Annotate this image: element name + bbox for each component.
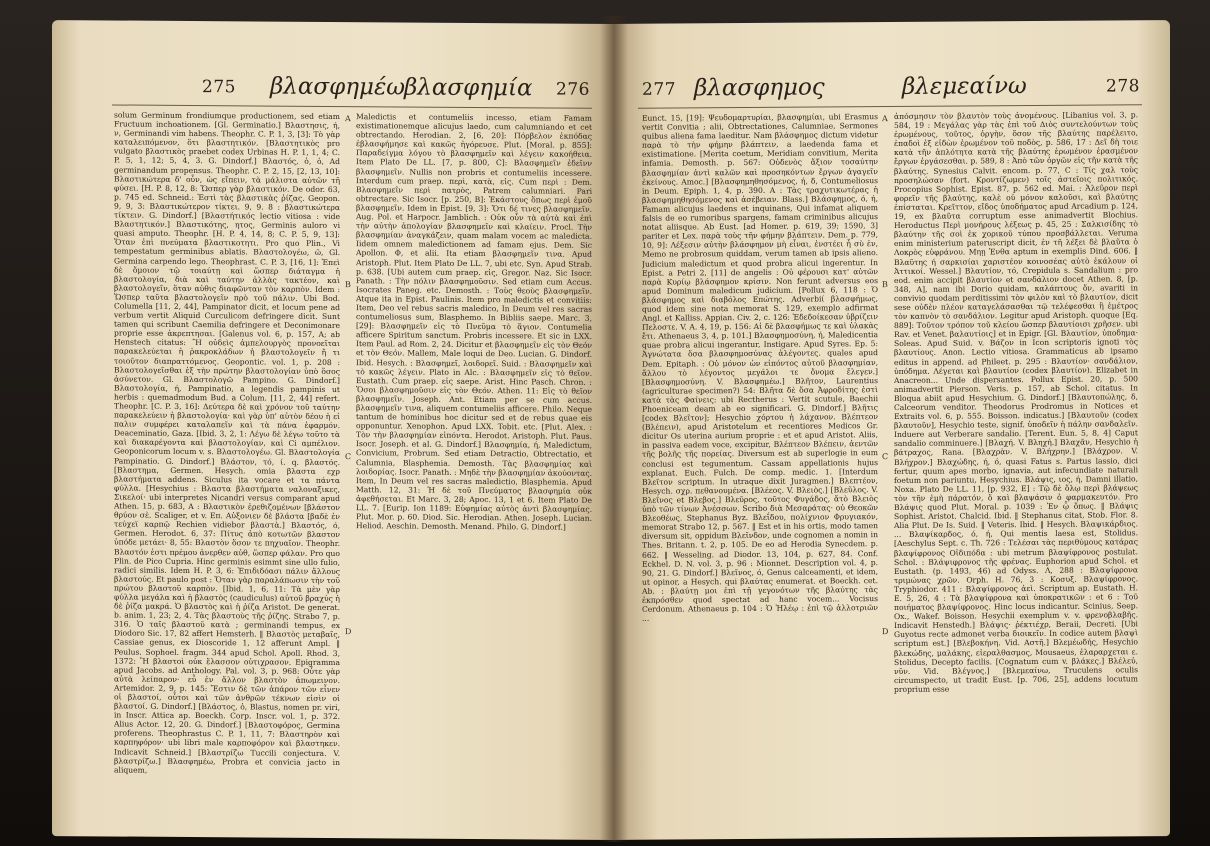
left-page-number-b: 276 <box>556 79 590 100</box>
right-page-headword-b: βλεμεαίνω <box>902 73 1027 100</box>
right-page-headword-a: βλασφημος <box>694 74 825 102</box>
column-marker-c: C <box>345 452 352 462</box>
column-marker-d: D <box>345 627 352 637</box>
right-page-column-1: Eunct. 15, [19]: Ψευδομαρτυρίαι, βλασφημίαι, ubi Erasmus vertit Convitia ; alii, Obtrectationes, Calumniae, Sermones quibus aliena fama laeditur. Nam βλάσφημος dictum videtur παρὰ τὸ τὴν φήμην βλάπτειν, a laedenda fama et existimatione. [Merita coetum, Meridiam convitium, Merita infamia. Demosth. p. 567: Οὐδενὸς ἄξιον τοσαύτην βλασφημίαν ἀντὶ καλῶν καὶ προσηκόντων ἔργων ἀγαγεῖν ἐκείνους. Amoc.] [Βλασφημηθησόμενος, ή, δ, Contumeliosus in Deum. Epiph. 1, 4, p. 390. A : Τὰς τραχυτικωτέρας ἡ βλασφημηθησόμενος καὶ ἀσέβειαν. Blass.] Βλάσφημος, ό, ή, Famam alicujus laedens et inquinans, Qui infamat aliquem falsis de eo rumoribus spargens, famam criminibus alicujus notat aliisque. Ab Eust. [ad Homer. p. 619, 39; 1590, 3] pariter et Lex. παρὰ τοὺς τῆν φήμην βλάπτειν. Dem. p. 779, 10, 9]: Λέξεσιν αὐτὴν βλάσφημον μὴ εἶναι, ἐνστέει ἦ σὺ ἐν, Memo ne probrosum quiddam, verum tamen ab ipsis alieno. Judicium maledictum et quod probra alicui ingerentur. In Epist. a Petri 2, [11] de angelis : Οὐ φέρουσι κατ' αὐτῶν παρὰ Κυρίῳ βλάσφημον κρίσιν. Non ferunt adversus eos apud Dominum maledicum judicium. [Pollux 6, 118 : Ὁ βλάσφημος καὶ διαβόλος Επώτης. Adverbiί βλασφήμως, quod idem sine nota memorat S. 129, exemplo adfirmat Angl. et Kalliss. Appian. Civ. 2, c. 126: Ἐδεδοίκεσαν ὑβρίζειν Πελοστε. V. A. 4, 19, p. 156: Αἱ δὲ βλασφήμως τε καὶ ὑλακὰς ἔτι. Athenaeus 3, 4, p. 101.] Βλασφημοσύνη, ή, Maledicentia quae probra alicui ingerantur, Instigare. Apud Syres. Ep. 5: Ἀγνώτατα ὅσα βλασφημοσύνας ἀλέγοντες. quales apud Dem. Epitaph. : Οὐ μόνον ὡν εἰπόντος αὐτοῦ βλασφημίαν, ἄλλου τὸ λέγοντος μεγάλοι τε ὄνομα ἔλεγεν.] [Βλασφημοσύνη. V. Βλασφημέω.] Βλῆτον, Laurentius (agriculturae specimen?) 54: Βλῆτα δὲ ὅσα Ἀφροδίτης ἐστὶ κατὰ τὰς Φαίνεις: ubi Rectherus : Vertit scutule, Baechii Phoeniceam deam ab eo significari. G. Dindorf.] Βλῆτις [codex Βλεῖτον]; Hesychio χόρτου ἡ λάχανον. Βλέπτεον (Βλέπειν), apud Aristotelum et recentiores Medicos Gr. dicitur Os uterina aurium proprie : et et apud Aristot. Aliis, in passiva eadem voce, excipitur, Βλέπτεον Βλέπειν, ἀεντῶν τῆς βολῆς τῆς πορείας. Diversum est ab superlogie in eum conclusi est tegumentum. Cassam appellationis hujus explanat. Euch. Fulch. De comp. medic. 1. [Interdum Βλεῖτον scriptum. In utraque dixit Juragmen.] Βλεπτέον, Hesych. σχρ. πεθανουμένα. [Βλέεος. V. Βλειὸς.] [Βλεῦλος. V. Βλεῖνος et Βλεβος.] Βλεῦρος, τοῦτος Φυγάδος, ἄτὸ Βλειὸς ὑπὸ τῶν τίνων Ἀνέσσων. Scribo διὰ Μεσαράτας· οὐ Θεοκῶν Βλεοθέως. Stephanus Byz. Βλεΐδου, πολίχνιον Φρυγιακόν, memorat Strabo 12, p. 567. ‖ Est et in his ortis, modo tamen diversum sit, oppidum Βλεῖνδον, unde cognomen a nomin in Thes. Britann. t. 2, p. 105. De eo ad Herodia Synecdem. p. 662. ‖ Wesseling. ad Diodor. 13, 104, p. 627, 84. Conf. Eckhel. D. N. vol. 3, p. 96 : Mionnet. Description vol. 4, p. 90, 21. G. Dindorf.] Βλεῖνος, ό, Genus calceamenti, et idem, ut opinor, a Hesych. qui βλαύτας enumerat. et Boeckh. cet. Ab. : βλαύτῃ μοι ἐπὶ τῇ γεγονότων τῆς βλαύτης τὰς ἐκπρόσθεν quod spectat ad hanc vocem... Vocisus Cerdonum. Athenaeus p. 104 : Ὁ Ἠλέῳ : ἐπὶ τῷ ἀλλοτριῶν ... <box>642 112 878 623</box>
left-page <box>52 20 614 840</box>
right-column-marker-c: C <box>882 452 889 462</box>
right-page-number-b: 278 <box>1106 76 1140 97</box>
book-gutter <box>600 16 628 842</box>
right-column-marker-b: B <box>882 280 888 290</box>
right-page-number-a: 277 <box>642 79 676 100</box>
right-column-marker-a: A <box>882 114 888 124</box>
left-page-column-1: solum Germinum frondiumque productionem, sed etiam Fructuum inchoationem. [Gl. Germinatio.] Βλαστησις, ή, ν, Germinandi vim habens. Theophr. C. P. 1, 3, [3]: Τὸ γὰρ καταλειπόμενον, ὅτι βλαστητικόν. [Βλαστητικὸς pro vulgato βλαστικὸς praebet codex Urbinas H. P. 1, 1, 4; C. P. 5, 1, 12; 5, 4, 3. G. Dindorf.] Βλαστός, ὁ, ὁ, Ad germinandum propensus. Theophr. C. P. 2, 15, [2, 13, 10]: Βλαστικώτερα δ' οὖν, ὡς εἴπειν, τὰ μάλιστα αὐτῶν τῆ φύσει. [H. P. 8, 12, 8: Ὥσπερ γὰρ βλαστικόν. De odor. 63, p. 745 ed. Schneid.: Ἐστὶ τὰς βλαστικὰς ῥίζας. Geopon. 9, 9, 3: Βλαστικώτερον τίκτει. 9, 9. 8 : βλαστικώτερα τίκτειν. G. Dindorf.] [Βλαστήτικός lectio vitiosa : vide Βλαστητικόν.] Βλαστικότης, ητος, Germinis auloro vi quasi amputo. Theophr. [H. P. 4, 14, 8; C. P. 5, 9, 13]: Ὅταν ἐπὶ πνεύματα βλαστικοτητι. Pro quo Plin., Vi tempestatum germinibus ablatis. Βλαστολογέω, ῶ, Gl. Germina carpendo lego. Theophrast. C. P. 3, [16, 1]: Ἐπεὶ δὲ ὅμοιον τῷ τοιαύτῃ καὶ ὥσπερ διάταγμα ἡ βλαστολογία, διὰ καὶ ταύτην ἀλλὰς τακτέον, καὶ βλαστολογεῖν, ὅταν αὐθις διαφῶνταν τὸν καρπὸν. Idem : Ὥσπερ ταῦτα βλαστολογεῖν πρὸ τοῦ πάλιν. Ubi Bod. Columella [11, 2, 44], Pampinator dicit, et locum pene ad verbum vertit Aliquid Curculicom defringere dicit. Sunt tamen qui scribunt Caemilia defringere et Deconimonare proprie esse ἀκρεπτησαι. [Galenus vol. 6, p. 157, A; ab Henstech citatus: Ἢ οὐδεὶς ἀμπελουργὸς προνοεῖται παρακελεύεται ἡ ῥακροκλάδων ἡ βλαστολογεῖν ἤ τι τοιοῦτον διαπραττόμενος. Geopontic. vol. 1, p. 208 : Βλαστολογεῖσθαι ἐξ τὴν πρώτην βλαστολογίαν ὑπὸ ὅσος ἀσύνετον. Gl. Βλαστολογῶ Pampino. G. Dindorf.] Βλαστολογία, ή, Pampinatio, a legendis pampinis ut herbis : quemadmodum Bud. a Colum. [11, 2, 44] refert. Theophr. [C. P. 3, 16]: Δεύτερα δὲ καὶ χρόνον τοῦ ταύτην παρακελεύειν ἡ βλαστολογία· καὶ γὰρ ὑπ' αὐτὸν δέου ἡ εἰ παλιν συμφέρει καταλαπεῖν καὶ τὰ πάνα ἐφαρμόν. Deaceminatio, Gaza. [Ibid. 3, 2, 1: Λέγω δὲ λέγω τοῦτο τὰ καὶ διακαρέγοντα καὶ βλαστολογίαν, καὶ Ci αμπέλιον. Geoponicorum locum v. s. Βλαστολογέω. Gl. Βλαστολογία Pampinatio. G. Dindorf.] Βλάστον, τό, ί. q. βλαστός. [Βλαστημα, Germen. Hesych. omia βλαστα εχρ βλαστήματα addens. Siculus ita vocare et τα πάντα φύλλα. [Hesychius : Βλαστα βλαστήματα ναλοναξικες, Σικελοί· ubi interpretes Nicandri versus comparant apud Athen. 15, p. 683, A : Βλαστικὸν ἐρεθιζομένων [βλάστον θρύον σὲ. Scaliger, et v. Επ. Αὐξονιεν δὲ βλάστα [βαδὲ ἐν τεύχεϊ καρπῷ Rechien vidiebor βλαστὰ.] Βλαστός, ό, Germen. Herodot. 6, 37: Πίτυς ἀπὸ κοτωτῶν βλαστον ὑπόδε μετάει· 8, 55: Βλαστὸν ὅσον τε πηχυαῖον. Theophr. Βλαστόν ἐστι πρέμου ἀνερθεν αὐθ, ὥσπερ φάλαν. Pro quo Plin. de Pico Cupria. Hinc germinis esimmt sine ullo fulio, radici similis. Idem H. P. 3, 6: Ἐπιδιδόασι πάλιν ἄλλους βλαστούς. Et paulo post : Ὅταν γὰρ παραλάπωσιν τὴν τοῦ πρώτου βλαστοῦ καρπὸν. [Ibid. 1, 6, 11: Τὰ μὲν γὰρ φύλλα μεγάλα καὶ ἡ βλαστὸς (caudiculus) αὐτοῦ βραχύς ἡ δὲ ῥίζα μακρά. Ὁ βλαστὸς καὶ ἡ ῥίζα Aristot. De generat. b. anim. 1, 23; 2, 4. Τὰς βλαστοὺς τῆς ῥίζης. Strabo 7, p. 316. Ὁ ταῖς βλαστοῦ κατὰ ; germinandi tempus, ex Diodoro Sic. 17, 82 affert Hemsterh. ‖ Βλαστὸς μεταβαῖς, Cassiae genus, ex Dioscoride 1, 12 afferunt Ampl. ‖ Peulus. Sophoel. fragm. 344 apud Schol. Apoll. Rhod. 3, 1372: Ἢ βλαστοὶ οὐκ ἔλασσον οὐτιχρασον. Epigramma apud Jacobs. ad Anthology. Pal. vol. 3, p. 968: Οὖτε γὰρ αὐτὰ λείπαρον· εὖ ἐν ἄλλον βλαστὸν ἀπωμεινον. Artemidor. 2, 9, p. 145: Ἔστιν δὲ τῶν ἀπάρον τῶν εἶνεν οἱ βλαστοί, οὗτοι καὶ τῶν ἀνθρῶν τέκνων εἰσὶν οἱ βλαστοί. G. Dindorf.] [Βλάστος, ὁ, Blastus, nomen pr. viri, in Inscr. Attica ap. Boeckh. Corp. Inscr. vol. 1, p. 372. Alius Actor. 12, 20. G. Dindorf.] [Βλαστοφόρος, Germina proferens. Theophrastus C. P. 1, 11, 7: Βλαστηρὸν καὶ καρπηφόρον· ubi libri male καρποφόρον καὶ βλαστηκεν. Indicavit Schneid.] [Βλαστρίζω Tuccili conjectura. V. βλαστρίζω.] Βλασφημέω, Probra et convicia jacto in aliquem, <box>114 110 340 775</box>
right-page-column-2: ἀπόσμησιν τὸν βλαυτὸν τοὺς ἀνομένους. [Libanius vol. 3, p. 584, 19 : Μεγάλας γὰρ τὰς ἐπὶ τοῦ Διὸς συντελούντων τοὺς ἐρωμένους, τοῦτος, ὀργὴν, ὅσον τῆς βλαύτης παρέλειτο, ἐπαδοὶ ἐξ εἰδὼν ἐρωμένον τοῦ ποδὸς, p. 586, 17 : Δεῖ δὴ τοιε κατὰ τῆν ἀπλότητα κατὰ τῆς βλαύτης ἐρωμένον ἐρασμένον ἔργων ἐργάσεσθαι. p. 589, 8 : Ἀπὸ τῶν ὀργῶν εἰς τῆν κατὰ τῆς βλαύτης. Synesius Calvit. encom. p. 77, C : Τίς χαλ τοὺς προσηλώσαν (fort. Κροντίζωμεν) τοῖς ἀστεῖοις πολιτικός. Procopius Sophist. Epist. 87, p. 562 ed. Mai. : Ἀλεῦρον περὶ φορεῖν τῆς βλαύτης, καλὲ οὐ μόνον καλοῦσι, καὶ βλαύτης ἐπίσταται. Κρεῖττον, εἴδος ὑποδήματος apud Arcadium p. 124, 19, ex βλαῦτα corruptum esse animadvertit Blochius. Heroductus Περὶ μονήρους λέξεως p. 45, 25 : Σαλκισίδης τὸ βλαύτην τῆς σοὶ ἐκ χορικοῦ τύπου προσβάλλεται. Veruma enim ministerium pateruscript dicit, ἐν τῆ λέξει δὲ βλαῦτα ὁ Λοκρὸς εὐφράνου. Μηῃ Ἐνθα aptum in exemplis Dind. 606. ‖ Βλαῦτης ή σαρκισίαι χαριστέον κοινοσέας αὐτὸ ἐκάλουν οἱ Ἀττικοί. Wessel.] Βλαυτίον, τό, Crepidula s. Sandalium : pro eod. enim accipit βλαυτίον et σανδάλιον docet Athen. 8, [p. 348, A], nam ibi Dorio quidam, καλάπτους ὄν, avariti in convivio quodam perditissimi τὸν φιλὸν καὶ τὸ βλαυτίον, dicit sese οὐδὲν πλέον καταγελάσασθαι τῷ τελέφεσθαι ἢ ἐμέτρος τὸν καπνὸν τὸ σανδάλιον. Legitur apud Aristoph. quoque [Eq. 889]: Τοῦτον τρόπον τοῦ κλείου ὥσπερ βλαυτίοισι χρῆσεν. ubi Rav. et Venet. βαλαυτίοις] et in Epigr. [Gl. Βλαυτίον, ὑποδημα· Soleas. Apud Suid. v. Βάζον in Icon scriptoris ignoti τὸς βλαυτίους. Anon. Lectio vitiosa. Grammaticus ab ipsamo editus in append. ad Phileet. p. 295 : Βλαυτίον· σανδάλιον, ὑπόδημα. Λέγεται καὶ βλαυτίον (codex βλαυτίον). Elizabet in Anacreon... Unde dispersantes. Pollux Epist. 20, p. 500 animadvertit Pierson. Veris. p. 157, ab Schol. citatus. In Bloqua abiit apud Hesychium. G. Dindorf.] [Βλαυτοπώλης, δ, Calceorum venditor. Theodorus Prodromus in Notices et Extraits vol. 6, p. 555. Boisson. indicatus.] [Βλαυτοῦν (codex βλαυτοῦν], Hesychio teste, signif. ὑποδεῖν ἡ πάλην σανδαλεῖν. Induere aut Verberare sandalio. [Terent. Eun. 5, 8, 4] Caput sandalio comminuere.] [Βλαχή. V. Βληχή.] Βλαχᾶν, Hesychio ἡ βάτραχος, Rana. [Βλαχρὰν. V. Βλήχρην.] [Βλάχρον. V. Βλήχρον.] Βλαχώδης, ή, ό, quasi Fatus s. Partus lassio, dici fertur, quum apes morbo, ignavia, aut infecundiate naturali foetum non pariuntu, Hesychius. Βλάψις, ιος, ή, Damni illatio, Noxa. Plato De LL. 11, [p. 932, E] : Τῷ δὲ ὅλῳ περὶ βλάψεως τὸν τῆν ἐμὴ πάρατόν, ὅ καὶ βλαψάσιν ὁ φαρμακευτόν. Pro Βλάψις quod Plut. Moral. p. 1039 : Ἐν ᾧ ὅπως. ‖ Βλάψις Sophist. Aristot. Chalcid. Ibid. ‖ Stephanus citat, Stob. Flor. 8. Alia Plut. De Is. Suid. ‖ Veteris. Ibid. ‖ Hesych. Βλαψικάρδιος. ... Βλαψίκαρδος, ό, ή, Qui mentis laesa est, Stolidus. [Aeschylus Sept. c. Th. 726 : Τελέσαι τὰς περιθύμους κατάρας βλαψίφρονος Οἰδιπόδα : ubi metrum βλαψίφρονος postulat. Schol. : Βλάψιφρονος τῆς φρένας. Euphorion apud Schol. et Eustath. (p. 1493, 46) ad Odyss. Λ, 288 : Βλαψίφρονα τριμώνας χρῶν. Orph. H. 76, 3 : Κοσυξ. Βλαψίφρονος. Tryphiodor. 411 : Βλαψίφρονος ἀεὶ. Scriptum ap. Eustath. H. E. 5, 26, 4 : Τὰ βλαψίφρονα καὶ ὑποκρατικῶν : et 6 : Τοῦ ποιήματος βλαψίφρονος. Hinc locus indicantur. Scinius, Seep. Ox., Wakef. Boisson. Hesychii exemplum v. v. φρενοβλαβῆς. Indicavit Henstedh.] Βλάψις· ῥέκτιέχρ, Beraii, Decreti. [Ubi Guyotus recte admonet verba διοικεῖν. In codice autem βλαψὶ scriptum est.] [Βλεβοκήνη. Vid. Αστῆ.] Βλεμέωδής, Hesychio βλεκώδης, μαλάκης, εἰεραλθασμος, Mousaeus, ἑλαραρχεται ε. Stolidus, Decepto facilis. [Cognatum cum v. βλάκες.] Βλέλεὐ, νῦν. Vid. Βλέγνος.] [Βλεμεαίνω, Truculens oculis circumspecto, ut tradit Eust. [p. 706, 25], addens locutum proprium esse <box>894 110 1138 694</box>
right-page <box>614 20 1170 840</box>
column-marker-a: A <box>345 114 351 124</box>
left-page-headword-b: βλασφημία <box>404 74 533 102</box>
right-column-marker-d: D <box>882 627 889 637</box>
left-page-headword-a: βλασφημέω <box>270 73 406 101</box>
left-page-column-2: Maledictis et contumeliis incesso, etiam Famam existimationemque alicujus laedo, cum calumniando et cet obtrectando. Herodian. 2, [6, 20]: Πόρβελον ἐκπόδας ἐβλασφήμησε καὶ κακῶς ἠγόρευσε. Plut. [Moral. p. 855]: Παραδείγμα λόγου τὸ βλασφημεῖν καὶ λέγειν κακοήθεια. Item Plato De LL. [7, p. 800, C]: Βλασφημεῖν ἐδεῖνν βλασφημεῖν. Nullis non probris et contumeliis incessere. Interdum cum praep. περὶ, κατὰ, εἰς. Cum περὶ : Dem. Βλασφημεῖν περὶ πατρὸς, Patrem calumniari. Pari obtrectare. Sic Isocr. [p. 250, B]: Ἑκάστους ὅπως περὶ ἐμοῦ βλασφημεῖν. Idem in Epist. [9, 3]: Ὅτι δέ τινες βλασφημεῖν. Aug. Pol. et Harpocr. Jamblich. : Οὐκ οὖν τὰ αὐτὰ καὶ ἐπὶ τὴν αὐτὴν ἀπολογίαν βλασφημεῖν καὶ κλαίειν. Procl. Τὴν βλασφημίαν ἀναγκάζειν, quam malam vocem ac maledicta. Iidem omnem maledictionem ad famam ejus. Dem. Sic Apollon. Φ, et alii. Ita etiam βλασφημεῖν τινα. Apud Aristoph. Plut. Item Plato De LL. 7, ubi etc. Syn. Apud Strab. p. 638. [Ubi autem cum praep. εἰς, Gregor. Naz. Sic Isocr. Panath. : Τὴν πόλιν βλασφημοῦσιν. Sed etiam cum Accus. Isocrates Paneg. etc. Demosth. : Τοὺς θεοὺς βλασφημεῖν. Atque ita in Epist. Paulinis. Item pro maledictis et convitiis: Item, Deo vel rebus sacris maledico, In Deum vel res sacras contumeliosus sum, Blasphemo. In Bibliis saepe. Marc. 3, [29]: Βλασφημεῖν εἰς τὸ Πνεῦμα τὸ ἅγιον. Contumelia afficere Spiritum sanctum. Probris incessere. Et sic in LXX. Item Paul. ad Rom. 2, 24. Dicitur et βλασφημεῖν εἰς τὸν Θεόν et τὸν Θεόν. Mallem, Male loqui de Deo. Lucian. G. Dindorf. Ibid. Hesych. : Βλασφημεῖ, λοιδορεῖ. Suid. : Βλασφημεῖν καὶ τὸ κακῶς λέγειν. Plato in Alc. : Βλασφημεῖν εἰς τὸ θεῖον. Eustath. Cum praep. εἰς saepe. Arist. Hinc Pasch. Chron. : Ὅσοι βλασφημοῦσιν εἰς τὸν Θεόν. Athen. 11: Εἰς τὸ θεῖον βλασφημεῖν. Joseph. Ant. Etiam per se cum accus. βλασφημεῖν τινα, aliquem contumeliis afficere. Philo. Neque tantum de hominibus hoc dicitur sed et de rebus quae eis opponuntur. Xenophon. Apud LXX. Tobit. etc. [Plut. Alex. : Τὸν τὴν βλασφημίαν εἰπόντα. Herodot. Aristoph. Plut. Paus. Isocr. Joseph. et al. G. Dindorf.] Βλασφημία, ή, Maledictum, Convicium, Probrum. Sed etiam Detractio, Obtrectatio, et Calumnia, Blasphemia. Demosth. Τὰς βλασφημίας καὶ λοιδορίας. Isocr. Panath. : Μηδὲ τὴν βλασφημίαν ἀκούοντας. Item, In Deum vel res sacras maledictio, Blasphemia. Apud Matth. 12, 31: Ἡ δὲ τοῦ Πνεύματος βλασφημία οὐκ ἀφεθήσεται. Et Marc. 3, 28; Apoc. 13, 1 et 6. Item Plato De LL. 7. [Eurip. Ion 1189: Εὐφημίας αὐτὸς ἀντὶ βλασφημίας. Plut. Mor. p. 60. Diod. Sic. Herodian. Athen. Joseph. Lucian. Heliod. Aeschin. Demosth. Menand. Philo. G. Dindorf.] <box>356 112 592 532</box>
left-page-number-a: 275 <box>202 77 236 98</box>
column-marker-b: B <box>345 280 351 290</box>
